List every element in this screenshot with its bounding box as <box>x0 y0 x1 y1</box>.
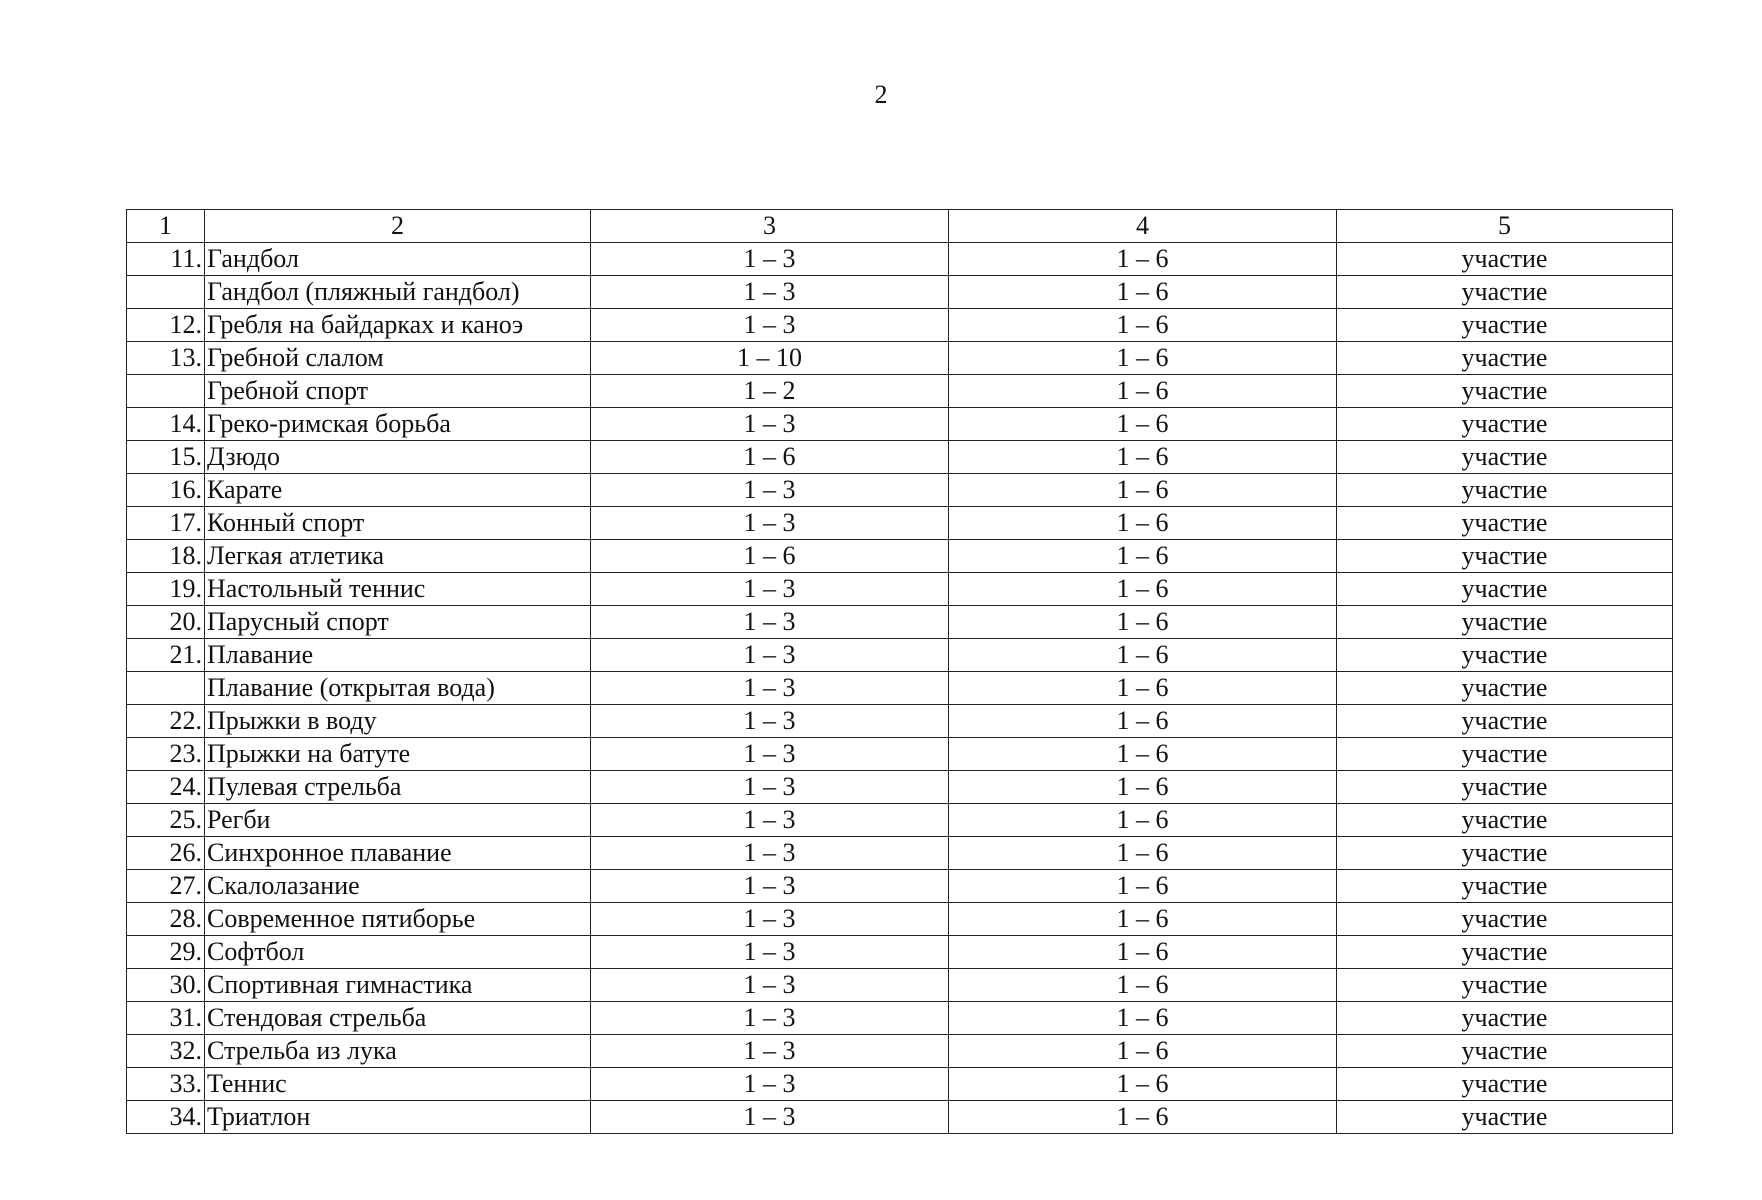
column-4-value: 1 – 6 <box>949 474 1337 507</box>
column-5-value: участие <box>1337 837 1673 870</box>
sport-name: Теннис <box>205 1068 591 1101</box>
row-number: 21. <box>127 639 205 672</box>
column-3-value: 1 – 3 <box>591 705 949 738</box>
column-4-value: 1 – 6 <box>949 1035 1337 1068</box>
header-cell-5: 5 <box>1337 210 1673 243</box>
column-4-value: 1 – 6 <box>949 837 1337 870</box>
sport-name: Спортивная гимнастика <box>205 969 591 1002</box>
column-5-value: участие <box>1337 507 1673 540</box>
column-5-value: участие <box>1337 672 1673 705</box>
row-number: 30. <box>127 969 205 1002</box>
table-row <box>127 672 1673 705</box>
table-row <box>127 309 1673 342</box>
column-5-value: участие <box>1337 870 1673 903</box>
column-4-value: 1 – 6 <box>949 342 1337 375</box>
column-5-value: участие <box>1337 375 1673 408</box>
column-5-value: участие <box>1337 540 1673 573</box>
column-3-value: 1 – 6 <box>591 540 949 573</box>
table-row <box>127 342 1673 375</box>
sport-name: Скалолазание <box>205 870 591 903</box>
column-3-value: 1 – 3 <box>591 507 949 540</box>
column-5-value: участие <box>1337 474 1673 507</box>
column-4-value: 1 – 6 <box>949 507 1337 540</box>
column-4-value: 1 – 6 <box>949 738 1337 771</box>
row-number: 31. <box>127 1002 205 1035</box>
column-4-value: 1 – 6 <box>949 573 1337 606</box>
table-row <box>127 903 1673 936</box>
table-row <box>127 738 1673 771</box>
row-number: 19. <box>127 573 205 606</box>
table-row <box>127 441 1673 474</box>
sport-name: Гребля на байдарках и каноэ <box>205 309 591 342</box>
column-5-value: участие <box>1337 903 1673 936</box>
row-number: 16. <box>127 474 205 507</box>
column-3-value: 1 – 3 <box>591 408 949 441</box>
row-number: 25. <box>127 804 205 837</box>
column-3-value: 1 – 3 <box>591 573 949 606</box>
column-5-value: участие <box>1337 309 1673 342</box>
column-5-value: участие <box>1337 1068 1673 1101</box>
sport-name: Регби <box>205 804 591 837</box>
column-3-value: 1 – 3 <box>591 1002 949 1035</box>
sport-name: Стендовая стрельба <box>205 1002 591 1035</box>
sport-name: Плавание (открытая вода) <box>205 672 591 705</box>
sport-name: Парусный спорт <box>205 606 591 639</box>
column-3-value: 1 – 10 <box>591 342 949 375</box>
sport-name: Гандбол (пляжный гандбол) <box>205 276 591 309</box>
row-number: 23. <box>127 738 205 771</box>
table-row <box>127 573 1673 606</box>
row-number: 11. <box>127 243 205 276</box>
column-4-value: 1 – 6 <box>949 1002 1337 1035</box>
row-number: 28. <box>127 903 205 936</box>
row-number: 22. <box>127 705 205 738</box>
sports-table <box>126 209 1673 1134</box>
column-5-value: участие <box>1337 243 1673 276</box>
table-row <box>127 771 1673 804</box>
table-row <box>127 1035 1673 1068</box>
column-3-value: 1 – 3 <box>591 606 949 639</box>
table-body <box>127 210 1673 1134</box>
row-number: 12. <box>127 309 205 342</box>
sport-name: Дзюдо <box>205 441 591 474</box>
column-4-value: 1 – 6 <box>949 540 1337 573</box>
column-5-value: участие <box>1337 1035 1673 1068</box>
column-3-value: 1 – 3 <box>591 672 949 705</box>
row-number: 14. <box>127 408 205 441</box>
column-5-value: участие <box>1337 969 1673 1002</box>
sport-name: Синхронное плавание <box>205 837 591 870</box>
column-3-value: 1 – 3 <box>591 309 949 342</box>
column-5-value: участие <box>1337 1002 1673 1035</box>
column-3-value: 1 – 3 <box>591 804 949 837</box>
row-number: 29. <box>127 936 205 969</box>
table-row <box>127 639 1673 672</box>
column-4-value: 1 – 6 <box>949 672 1337 705</box>
table-row <box>127 705 1673 738</box>
column-5-value: участие <box>1337 606 1673 639</box>
row-number <box>127 672 205 705</box>
sport-name: Софтбол <box>205 936 591 969</box>
column-4-value: 1 – 6 <box>949 1068 1337 1101</box>
row-number <box>127 276 205 309</box>
column-5-value: участие <box>1337 804 1673 837</box>
table-row <box>127 936 1673 969</box>
sport-name: Настольный теннис <box>205 573 591 606</box>
row-number: 26. <box>127 837 205 870</box>
column-3-value: 1 – 3 <box>591 1068 949 1101</box>
column-4-value: 1 – 6 <box>949 309 1337 342</box>
table-row <box>127 1002 1673 1035</box>
column-4-value: 1 – 6 <box>949 639 1337 672</box>
sport-name: Гребной слалом <box>205 342 591 375</box>
table-row <box>127 375 1673 408</box>
column-3-value: 1 – 3 <box>591 276 949 309</box>
sport-name: Гандбол <box>205 243 591 276</box>
column-4-value: 1 – 6 <box>949 276 1337 309</box>
column-4-value: 1 – 6 <box>949 969 1337 1002</box>
column-4-value: 1 – 6 <box>949 870 1337 903</box>
column-4-value: 1 – 6 <box>949 243 1337 276</box>
table-row <box>127 804 1673 837</box>
row-number: 20. <box>127 606 205 639</box>
column-3-value: 1 – 3 <box>591 969 949 1002</box>
column-3-value: 1 – 2 <box>591 375 949 408</box>
column-4-value: 1 – 6 <box>949 705 1337 738</box>
column-5-value: участие <box>1337 441 1673 474</box>
table-row <box>127 507 1673 540</box>
row-number: 32. <box>127 1035 205 1068</box>
column-5-value: участие <box>1337 408 1673 441</box>
column-3-value: 1 – 3 <box>591 639 949 672</box>
column-4-value: 1 – 6 <box>949 606 1337 639</box>
table-header-row <box>127 210 1673 243</box>
column-5-value: участие <box>1337 276 1673 309</box>
page-number: 2 <box>874 80 888 109</box>
column-5-value: участие <box>1337 573 1673 606</box>
row-number: 33. <box>127 1068 205 1101</box>
column-3-value: 1 – 3 <box>591 903 949 936</box>
sport-name: Легкая атлетика <box>205 540 591 573</box>
table-row <box>127 408 1673 441</box>
column-3-value: 1 – 3 <box>591 837 949 870</box>
sport-name: Карате <box>205 474 591 507</box>
table-row <box>127 1068 1673 1101</box>
sport-name: Прыжки в воду <box>205 705 591 738</box>
column-5-value: участие <box>1337 705 1673 738</box>
row-number: 24. <box>127 771 205 804</box>
table-row <box>127 837 1673 870</box>
column-3-value: 1 – 3 <box>591 738 949 771</box>
row-number: 17. <box>127 507 205 540</box>
header-cell-2: 2 <box>205 210 591 243</box>
table-row <box>127 474 1673 507</box>
table-row <box>127 243 1673 276</box>
column-3-value: 1 – 3 <box>591 474 949 507</box>
header-cell-3: 3 <box>591 210 949 243</box>
sport-name: Стрельба из лука <box>205 1035 591 1068</box>
table-row <box>127 540 1673 573</box>
sport-name: Современное пятиборье <box>205 903 591 936</box>
column-5-value: участие <box>1337 738 1673 771</box>
column-3-value: 1 – 3 <box>591 936 949 969</box>
row-number: 27. <box>127 870 205 903</box>
sport-name: Прыжки на батуте <box>205 738 591 771</box>
column-3-value: 1 – 3 <box>591 243 949 276</box>
sport-name: Триатлон <box>205 1101 591 1134</box>
sport-name: Пулевая стрельба <box>205 771 591 804</box>
row-number: 15. <box>127 441 205 474</box>
column-4-value: 1 – 6 <box>949 771 1337 804</box>
column-5-value: участие <box>1337 342 1673 375</box>
column-5-value: участие <box>1337 771 1673 804</box>
column-3-value: 1 – 3 <box>591 1101 949 1134</box>
row-number: 18. <box>127 540 205 573</box>
column-4-value: 1 – 6 <box>949 804 1337 837</box>
column-5-value: участие <box>1337 1101 1673 1134</box>
column-4-value: 1 – 6 <box>949 1101 1337 1134</box>
column-3-value: 1 – 6 <box>591 441 949 474</box>
column-4-value: 1 – 6 <box>949 903 1337 936</box>
column-4-value: 1 – 6 <box>949 408 1337 441</box>
sport-name: Плавание <box>205 639 591 672</box>
column-3-value: 1 – 3 <box>591 1035 949 1068</box>
row-number <box>127 375 205 408</box>
column-5-value: участие <box>1337 936 1673 969</box>
sport-name: Гребной спорт <box>205 375 591 408</box>
column-4-value: 1 – 6 <box>949 441 1337 474</box>
column-3-value: 1 – 3 <box>591 870 949 903</box>
column-3-value: 1 – 3 <box>591 771 949 804</box>
column-4-value: 1 – 6 <box>949 375 1337 408</box>
column-5-value: участие <box>1337 639 1673 672</box>
table-row <box>127 1101 1673 1134</box>
header-cell-1: 1 <box>127 210 205 243</box>
table-row <box>127 870 1673 903</box>
table-row <box>127 276 1673 309</box>
sport-name: Греко-римская борьба <box>205 408 591 441</box>
row-number: 34. <box>127 1101 205 1134</box>
header-cell-4: 4 <box>949 210 1337 243</box>
row-number: 13. <box>127 342 205 375</box>
table-row <box>127 969 1673 1002</box>
sport-name: Конный спорт <box>205 507 591 540</box>
column-4-value: 1 – 6 <box>949 936 1337 969</box>
table-row <box>127 606 1673 639</box>
